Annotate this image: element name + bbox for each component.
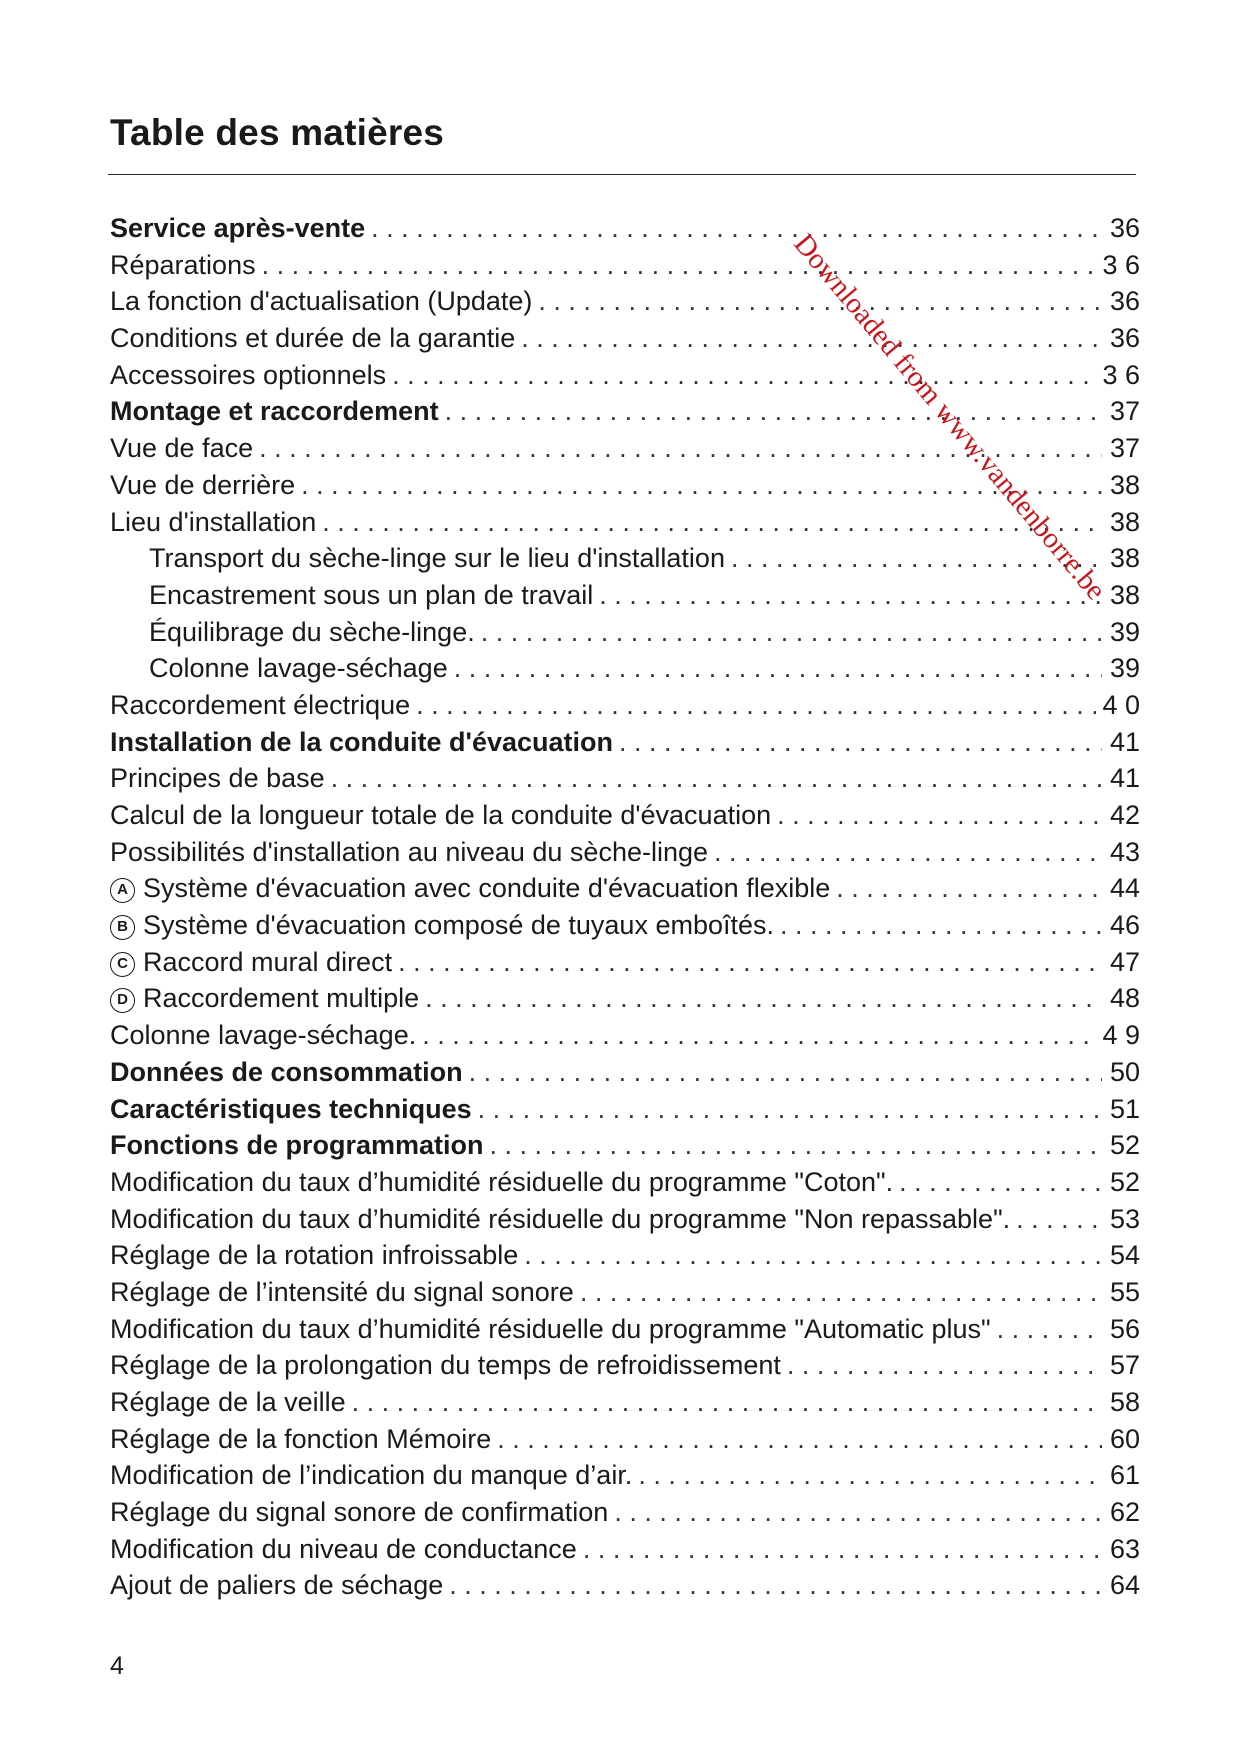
toc-entry-page: 41: [1109, 763, 1140, 794]
dot-leader: [731, 540, 1102, 577]
toc-entry-page: 36: [1109, 323, 1140, 354]
toc-entry[interactable]: [110, 1017, 1140, 1054]
toc-entry[interactable]: [110, 283, 1140, 320]
toc-entry-page: 43: [1109, 836, 1140, 867]
toc-entry-text: Possibilités d'installation au niveau du sèche-linge: [110, 836, 709, 867]
dot-leader: [899, 1164, 1102, 1201]
toc-entry-label: [110, 1054, 463, 1091]
toc-entry-text: Réparations: [110, 249, 256, 280]
dot-leader: [580, 1274, 1102, 1311]
toc-entry[interactable]: [110, 980, 1140, 1017]
dot-leader: [780, 907, 1102, 944]
toc-entry-label: [110, 1017, 416, 1054]
toc-entry[interactable]: [110, 320, 1140, 357]
toc-entry-text: Équilibrage du sèche-linge.: [149, 616, 475, 647]
toc-entry-text: La fonction d'actualisation (Update): [110, 286, 533, 317]
toc-entry-page: 36: [1109, 213, 1140, 243]
toc-entry-text: Transport du sèche-linge sur le lieu d'installation: [149, 543, 725, 574]
dot-leader: [836, 870, 1102, 907]
toc-entry-label: [110, 1567, 443, 1604]
dot-leader: [583, 1531, 1102, 1568]
toc-entry-label: [149, 577, 593, 614]
toc-entry[interactable]: [110, 430, 1140, 467]
toc-entry[interactable]: [110, 797, 1140, 834]
toc-entry-page: 38: [1109, 543, 1140, 574]
toc-entry-text: Raccord mural direct: [143, 946, 393, 977]
toc-entry-page: 42: [1109, 800, 1140, 830]
toc-entry-text: Système d'évacuation composé de tuyaux emboîtés.: [143, 910, 775, 941]
toc-entry-label: [110, 834, 708, 871]
toc-entry-page: 57: [1109, 1350, 1140, 1381]
toc-entry[interactable]: [110, 357, 1140, 394]
circled-letter-marker: A: [110, 878, 135, 903]
toc-entry-text: Service après-vente: [110, 213, 366, 243]
toc-entry-label: [110, 1347, 781, 1384]
toc-entry[interactable]: [110, 1237, 1140, 1274]
toc-entry-label: [110, 1091, 472, 1128]
toc-entry-text: Données de consommation: [110, 1056, 463, 1087]
toc-entry-label: [110, 1457, 632, 1494]
toc-entry[interactable]: [110, 1127, 1140, 1164]
toc-entry-label: [149, 650, 448, 687]
dot-leader: [619, 724, 1102, 761]
toc-entry-text: Installation de la conduite d'évacuation: [110, 726, 614, 757]
toc-entry-label: [110, 283, 532, 320]
toc-entry-text: Réglage de la fonction Mémoire: [110, 1423, 492, 1454]
toc-entry-text: Ajout de paliers de séchage: [110, 1570, 444, 1601]
dot-leader: [301, 467, 1102, 504]
dot-leader: [398, 944, 1102, 981]
toc-entry[interactable]: [110, 760, 1140, 797]
toc-entry[interactable]: [110, 1494, 1140, 1531]
toc-entry-page: 62: [1109, 1497, 1140, 1528]
dot-leader: [445, 393, 1102, 430]
toc-entry-label: [149, 540, 725, 577]
toc-entry-label: [110, 907, 774, 944]
toc-entry-text: Calcul de la longueur totale de la conduite d'évacuation: [110, 800, 772, 830]
dot-leader: [392, 357, 1096, 394]
toc-entry-text: Modification du taux d’humidité résiduelle du programme "Automatic plus": [110, 1313, 991, 1344]
dot-leader: [481, 614, 1102, 651]
toc-entry[interactable]: [110, 870, 1140, 907]
toc-entry[interactable]: [110, 907, 1140, 944]
dot-leader: [714, 834, 1102, 871]
toc-entry[interactable]: [110, 687, 1140, 724]
toc-entry-page: 3 6: [1102, 249, 1140, 280]
toc-entry[interactable]: [110, 1311, 1140, 1348]
toc-entry-label: [149, 614, 475, 651]
toc-entry-text: Réglage de l’intensité du signal sonore: [110, 1276, 574, 1307]
toc-entry-text: Colonne lavage-séchage.: [110, 1020, 417, 1051]
toc-entry-page: 54: [1109, 1240, 1140, 1271]
dot-leader: [449, 1567, 1102, 1604]
toc-entry-text: Raccordement multiple: [143, 983, 420, 1014]
toc-entry-page: 56: [1109, 1313, 1140, 1344]
toc-entry-label: [110, 870, 830, 907]
toc-entry-page: 38: [1109, 469, 1140, 500]
toc-entry-text: Raccordement électrique: [110, 689, 411, 720]
toc-entry-page: 39: [1109, 616, 1140, 647]
dot-leader: [524, 1237, 1102, 1274]
dot-leader: [469, 1054, 1102, 1091]
dot-leader: [777, 797, 1102, 834]
toc-entry-page: 4 9: [1102, 1020, 1140, 1051]
dot-leader: [454, 650, 1102, 687]
toc-entry-page: 44: [1109, 873, 1140, 904]
toc-entry-text: Montage et raccordement: [110, 396, 439, 427]
toc-entry-page: 46: [1109, 910, 1140, 941]
toc-entry-page: 50: [1109, 1056, 1140, 1087]
toc-entry-page: 52: [1109, 1166, 1140, 1197]
toc-entry-page: 47: [1109, 946, 1140, 977]
toc-entry-label: [110, 247, 256, 284]
toc-entry-label: [110, 1237, 518, 1274]
toc-entry[interactable]: [110, 614, 1140, 651]
toc-entry[interactable]: [110, 1054, 1140, 1091]
toc-entry-text: Accessoires optionnels: [110, 359, 387, 390]
toc-entry[interactable]: [110, 1384, 1140, 1421]
toc-entry-label: [110, 357, 386, 394]
dot-leader: [1016, 1201, 1102, 1238]
toc-entry[interactable]: [110, 1457, 1140, 1494]
circled-letter-marker: C: [110, 952, 135, 977]
toc-entry[interactable]: [110, 834, 1140, 871]
toc-entry[interactable]: [110, 540, 1140, 577]
toc-entry[interactable]: [110, 393, 1140, 430]
dot-leader: [262, 247, 1097, 284]
toc-entry-text: Système d'évacuation avec conduite d'évacuation flexible: [143, 873, 831, 904]
dot-leader: [322, 504, 1102, 541]
dot-leader: [352, 1384, 1102, 1421]
toc-entry[interactable]: [110, 1531, 1140, 1568]
toc-entry[interactable]: [110, 467, 1140, 504]
toc-entry-label: [110, 724, 613, 761]
toc-entry-page: 60: [1109, 1423, 1140, 1454]
toc-entry-label: [110, 1311, 991, 1348]
toc-entry-text: Modification du taux d’humidité résiduelle du programme "Coton".: [110, 1166, 894, 1197]
title-divider: [108, 174, 1136, 175]
toc-entry-label: [110, 467, 295, 504]
toc-entry-text: Vue de face: [110, 433, 254, 464]
toc-entry-page: 63: [1109, 1533, 1140, 1564]
toc-entry[interactable]: [110, 1091, 1140, 1128]
toc-entry-page: 36: [1109, 286, 1140, 317]
toc-entry-page: 38: [1109, 506, 1140, 537]
toc-entry[interactable]: [110, 1164, 1140, 1201]
toc-entry-label: [110, 944, 392, 981]
toc-entry-label: [110, 1127, 484, 1164]
dot-leader: [422, 1017, 1096, 1054]
dot-leader: [490, 1127, 1102, 1164]
toc-entry-page: 58: [1109, 1387, 1140, 1417]
page-title: Table des matières: [110, 112, 445, 153]
toc-entry[interactable]: [110, 1274, 1140, 1311]
table-of-contents: [110, 210, 1140, 1604]
toc-entry-text: Réglage de la veille: [110, 1387, 346, 1417]
toc-entry-label: [110, 797, 771, 834]
toc-entry-page: 55: [1109, 1276, 1140, 1307]
toc-entry-text: Principes de base: [110, 763, 325, 794]
toc-entry-label: [110, 1384, 346, 1421]
dot-leader: [425, 980, 1102, 1017]
toc-entry-text: Fonctions de programmation: [110, 1130, 484, 1161]
toc-entry-label: [110, 210, 365, 247]
toc-entry-label: [110, 687, 410, 724]
toc-entry-label: [110, 980, 419, 1017]
toc-entry-page: 52: [1109, 1130, 1140, 1161]
dot-leader: [787, 1347, 1102, 1384]
toc-entry-text: Réglage de la rotation infroissable: [110, 1240, 519, 1271]
toc-entry[interactable]: [110, 1567, 1140, 1604]
toc-entry[interactable]: [110, 1421, 1140, 1458]
toc-entry-page: 64: [1109, 1570, 1140, 1601]
dot-leader: [416, 687, 1096, 724]
toc-entry-page: 41: [1109, 726, 1140, 757]
toc-entry-text: Modification du taux d’humidité résiduelle du programme "Non repassable".: [110, 1203, 1011, 1234]
toc-entry-text: Réglage du signal sonore de confirmation: [110, 1497, 609, 1528]
toc-entry-label: [110, 430, 253, 467]
watermark: Downloaded from www.vandenborre.be: [787, 228, 1113, 607]
page-number: 4: [110, 1652, 124, 1680]
toc-entry-label: [110, 504, 316, 541]
dot-leader: [614, 1494, 1102, 1531]
toc-entry-label: [110, 1494, 608, 1531]
toc-entry-page: 61: [1109, 1460, 1140, 1491]
toc-entry-page: 3 6: [1102, 359, 1140, 390]
toc-entry-label: [110, 760, 325, 797]
toc-entry-page: 37: [1109, 396, 1140, 427]
toc-entry-text: Modification de l’indication du manque d’air.: [110, 1460, 633, 1491]
toc-entry[interactable]: [110, 650, 1140, 687]
dot-leader: [259, 430, 1102, 467]
dot-leader: [331, 760, 1102, 797]
toc-entry-label: [110, 1274, 574, 1311]
toc-entry-page: 51: [1109, 1093, 1140, 1124]
toc-entry-label: [110, 1164, 893, 1201]
toc-entry[interactable]: [110, 944, 1140, 981]
toc-entry-label: [110, 320, 515, 357]
toc-entry-label: [110, 1421, 491, 1458]
toc-entry-text: Réglage de la prolongation du temps de refroidissement: [110, 1350, 781, 1381]
dot-leader: [478, 1091, 1102, 1128]
toc-entry-text: Vue de derrière: [110, 469, 296, 500]
dot-leader: [538, 283, 1102, 320]
toc-entry-text: Colonne lavage-séchage: [149, 653, 448, 684]
toc-entry-text: Modification du niveau de conductance: [110, 1533, 577, 1564]
toc-entry-text: Encastrement sous un plan de travail: [149, 579, 594, 610]
dot-leader: [497, 1421, 1102, 1458]
toc-entry-label: [110, 1531, 577, 1568]
toc-entry-page: 38: [1109, 579, 1140, 610]
circled-letter-marker: D: [110, 988, 135, 1013]
toc-entry[interactable]: [110, 247, 1140, 284]
toc-entry-text: Caractéristiques techniques: [110, 1093, 472, 1124]
toc-entry-page: 4 0: [1102, 689, 1140, 720]
toc-entry-page: 39: [1109, 653, 1140, 684]
toc-entry[interactable]: [110, 577, 1140, 614]
toc-entry[interactable]: [110, 1201, 1140, 1238]
toc-entry-page: 53: [1109, 1203, 1140, 1234]
dot-leader: [638, 1457, 1102, 1494]
toc-entry-page: 48: [1109, 983, 1140, 1014]
dot-leader: [599, 577, 1102, 614]
toc-entry-text: Lieu d'installation: [110, 506, 317, 537]
toc-entry[interactable]: [110, 1347, 1140, 1384]
dot-leader: [997, 1311, 1102, 1348]
toc-entry[interactable]: [110, 210, 1140, 247]
toc-entry-label: [110, 393, 439, 430]
toc-entry[interactable]: [110, 724, 1140, 761]
toc-entry-label: [110, 1201, 1010, 1238]
dot-leader: [371, 210, 1102, 247]
toc-entry[interactable]: [110, 504, 1140, 541]
toc-entry-text: Conditions et durée de la garantie: [110, 323, 516, 354]
toc-entry-page: 37: [1109, 433, 1140, 464]
circled-letter-marker: B: [110, 915, 135, 940]
dot-leader: [521, 320, 1102, 357]
